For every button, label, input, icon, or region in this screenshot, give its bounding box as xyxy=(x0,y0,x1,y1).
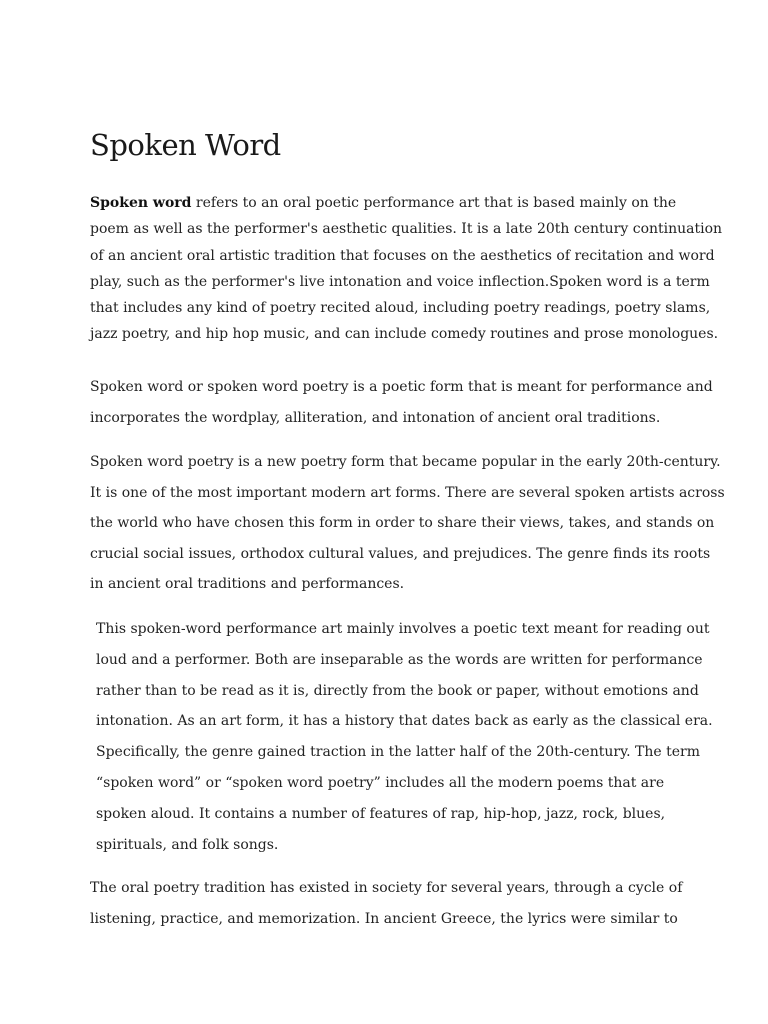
paragraph-oral-tradition xyxy=(90,873,682,934)
paragraph-line: Spoken word or spoken word poetry is a poetic form that is meant for performance and xyxy=(90,379,713,395)
paragraph-line: incorporates the wordplay, alliteration, and intonation of ancient oral traditions. xyxy=(90,409,661,426)
paragraph-line: poem as well as the performer's aesthetic qualities. It is a late 20th century continuation xyxy=(90,221,723,238)
paragraph-line: Spoken word poetry is a new poetry form that became popular in the early 20th-century. xyxy=(90,454,721,470)
paragraph-line: Specifically, the genre gained traction in the latter half of the 20th-century. The term xyxy=(96,744,700,761)
paragraph-line: the world who have chosen this form in order to share their views, takes, and stands on xyxy=(90,515,715,532)
page-title: Spoken Word xyxy=(90,128,281,162)
paragraph-line: It is one of the most important modern art forms. There are several spoken artists across xyxy=(90,484,725,501)
paragraph-line: rather than to be read as it is, directly from the book or paper, without emotions and xyxy=(96,682,699,699)
line-text: refers to an oral poetic performance art that is based mainly on the xyxy=(191,195,677,211)
paragraph-intro xyxy=(90,190,722,348)
paragraph-line: that includes any kind of poetry recited aloud, including poetry readings, poetry slams, xyxy=(90,300,711,317)
paragraph-history xyxy=(90,447,725,600)
paragraph-line: This spoken-word performance art mainly involves a poetic text meant for reading out xyxy=(96,621,710,637)
paragraph-line: loud and a performer. Both are inseparable as the words are written for performance xyxy=(96,651,703,668)
paragraph-line: crucial social issues, orthodox cultural values, and prejudices. The genre finds its roots xyxy=(90,545,711,562)
bold-term: Spoken word xyxy=(90,195,192,211)
paragraph-line: jazz poetry, and hip hop music, and can include comedy routines and prose monologues. xyxy=(90,326,719,343)
paragraph-line: listening, practice, and memorization. In ancient Greece, the lyrics were similar to xyxy=(90,910,678,927)
paragraph-performance xyxy=(96,614,713,860)
paragraph-line: The oral poetry tradition has existed in society for several years, through a cycle of xyxy=(90,880,683,896)
paragraph-line: intonation. As an art form, it has a history that dates back as early as the classical era. xyxy=(96,713,713,730)
paragraph-line: in ancient oral traditions and performances. xyxy=(90,576,405,593)
paragraph-line: spirituals, and folk songs. xyxy=(96,836,279,853)
paragraph-line xyxy=(90,190,722,216)
paragraph-line: play, such as the performer's live intonation and voice inflection.Spoken word is a term xyxy=(90,273,710,290)
paragraph-line: spoken aloud. It contains a number of features of rap, hip-hop, jazz, rock, blues, xyxy=(96,805,666,822)
paragraph-line: “spoken word” or “spoken word poetry” includes all the modern poems that are xyxy=(96,774,665,791)
paragraph-definition xyxy=(90,372,713,433)
paragraph-line: of an ancient oral artistic tradition that focuses on the aesthetics of recitation and word xyxy=(90,247,715,264)
